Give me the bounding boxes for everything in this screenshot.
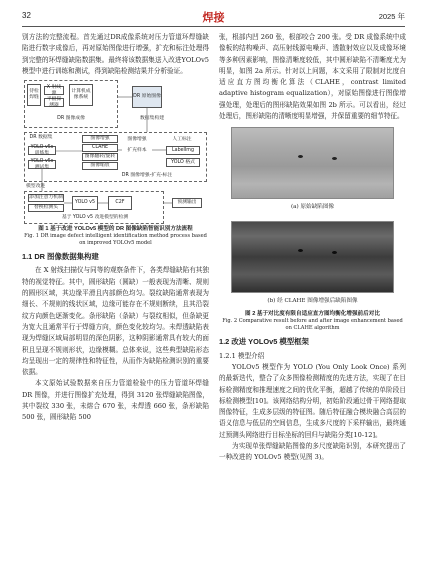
section-1-2-1-paragraph-2: 为实现单张焊缝缺陷图像的多尺度缺陷识别，本研究提出了一种改进的 YOLOv5 模型(见图 3)。 (219, 442, 406, 462)
defect-spot (332, 251, 337, 254)
improved-label: 基于 YOLO v5 改进模型的检测 (61, 215, 129, 221)
figure-2-caption: 图 2 基于对比度有限自适应直方图均衡化增强前后对比 (245, 311, 380, 318)
figure-1-diagram (22, 80, 209, 225)
yolo-format-box: YOLO 格式 (166, 158, 200, 167)
dr-raw-box: DR 原始图像 (132, 86, 162, 108)
add-attn-box: 添加注意力机制 (29, 195, 63, 201)
defect-spot (298, 249, 303, 252)
yolo-train-box: YOLO v5s 训练集 (28, 146, 56, 155)
figure-1-caption-en: Fig. 1 DR image defect intelligent identification method process based on improved YOLOv5 model (24, 233, 207, 247)
c2f-box: C2F (108, 196, 132, 210)
aug-box-1: 图像增强 (82, 135, 118, 143)
detector-box: 平板探测器 (44, 98, 64, 107)
section-1-2-1-heading: 1.2.1 模型介绍 (219, 351, 265, 360)
left-column (22, 32, 209, 424)
dr-imaging-label: DR 图像成像 (57, 116, 85, 122)
aug-group-label: 图像增强 (127, 137, 147, 143)
section-1-1-paragraph-1: 在 X 射线扫描仪与同等的观察条件下，各类焊缝缺陷有其独特的视觉特征。其中，圆形缺陷（圆缺）一般表现为清晰、规则的圆形区域，其边缘平滑且内部颜色均匀。裂纹缺陷通常表现为细长、不规则的线状区域，边缘可能存在不规则断续，且其沿裂纹方向颜色逐渐变化。条形缺陷（条缺）与裂纹相似，但条缺更为宽大且通常平行于焊缝方向，颜色变化较均匀。未焊透缺陷表现为焊缝区域局部明显的深色阴影，这种阴影通常具有较大的面积且呈现不规则形状，边缘模糊。总体来说，这些典型缺陷形态均呈现出一定的规律性和特征性，从而作为缺陷检测识别的重要依据。 (22, 266, 209, 377)
result-box: 预测输出 (172, 198, 202, 208)
yolo-test-box: YOLO v5s 测试集 (28, 160, 56, 169)
journal-year: 2025 年 (378, 12, 405, 21)
computer-box: 计算机成像系统 (69, 84, 93, 106)
figure-2b-label: (b) 经 CLAHE 图像增强后缺陷图像 (267, 298, 358, 305)
figure-2 (219, 125, 406, 310)
dr-img-proc-label: DR 图像增强-扩充-标注 (121, 173, 173, 179)
figure-2a-label: (a) 原始缺陷图像 (290, 204, 335, 211)
yolo-box: YOLO v5 (72, 196, 98, 210)
page-header (22, 8, 405, 27)
weld-box: 待检焊缝 (27, 84, 41, 106)
figure-1-caption: 图 1 基于改进 YOLOv5 模型的 DR 图像缺陷智能识别方法流程 (38, 226, 193, 233)
defect-spot (298, 155, 303, 158)
xray-box: X 射线源 (44, 86, 64, 95)
right-column (219, 32, 406, 464)
section-1-1-paragraph-2: 本文原始试验数据来自压力管道检验中的压力管道环焊缝 DR 图像，并进行图像扩充处理，得到 3120 张焊缝缺陷图像，其中裂纹 330 张，未熔合 670 张，未焊透 660 张，条形缺陷 500 张，圆形缺陷 500 (22, 379, 209, 422)
clahe-enhanced-image (231, 221, 394, 293)
section-1-2-1-paragraph-1: YOLOv5 模型作为 YOLO (You Only Look Once) 系列的最新迭代，整合了众多图像检测精度的先进方法，实现了在目标检测精度和推理速度之间的优化平衡，超越了传统的单阶段目标检测模型[10]。该网络结构分明，初始阶段通过骨干网络提取图像特征，生成多层级的特征图。随后特征融合模块融合高层的语义信息与低层的空间信息，生成多尺度的下采样输出，最终通过预测头网络进行目标坐标的回归与缺陷分类[10-12]。 (219, 362, 406, 439)
journal-name: 焊接 (202, 11, 225, 24)
aug-box-3: 图像翻转/旋转 (82, 153, 118, 161)
section-1-2-heading: 1.2 改进 YOLOv5 模型框架 (219, 337, 309, 347)
dataset-build-label: 数据集构建 (140, 116, 164, 122)
section-1-1-heading: 1.1 DR 图像数据集构建 (22, 252, 99, 262)
aug-box-2: CLAHE (82, 144, 118, 152)
intro-paragraph: 别方法的完整流程。首先通过DR成像系统对压力管道环焊缝缺陷进行数字成像后，再对原始图像进行增强，扩充和标注处理得到完整的环焊缝缺陷数据集。最终将该数据集送入改进YOLOv5模型中进行训练和测试，得到缺陷检测结果并分析验证。 (22, 33, 209, 75)
aug-box-4: 图像缩放 (82, 162, 118, 170)
defect-spot (332, 157, 337, 160)
figure-1-arrows (22, 80, 209, 225)
label-label: 人工标注 (172, 137, 192, 143)
labelimg-box: LabelImg (166, 146, 200, 155)
figure-2-caption-en: Fig. 2 Comparative result before and after image enhancement based on CLAHE algorithm (222, 318, 403, 332)
replace-head-box: 替换检测头 (28, 204, 64, 212)
dr-dataset-label: DR 数据集 (29, 135, 53, 141)
expand-label: 扩充样本 (127, 148, 147, 154)
original-defect-image (231, 127, 394, 199)
right-paragraph-1: 张，根部内凹 260 张，根部咬合 200 张。受 DR 成像系统中成像板的结构噪声、高压射线源电噪声、透散射效应以及成像环境等多种因素影响，图像清晰度较低，其中圆形缺陷不清晰度尤为明显，如图 2a 所示。针对以上问题，本文采用了限制对比度自适应直方图均衡化算法（CLAHE，contrast limited adaptive histogram equalization），对原始图像进行图像增强处理，处理后的图形缺陷效果如图 2b 所示。可以看出，经过处理后，图形缺陷的清晰度明显增强，并保留重要的细节特征。 (219, 33, 406, 121)
model-improve-label: 模型改进 (26, 184, 46, 190)
page-number: 32 (22, 11, 31, 20)
